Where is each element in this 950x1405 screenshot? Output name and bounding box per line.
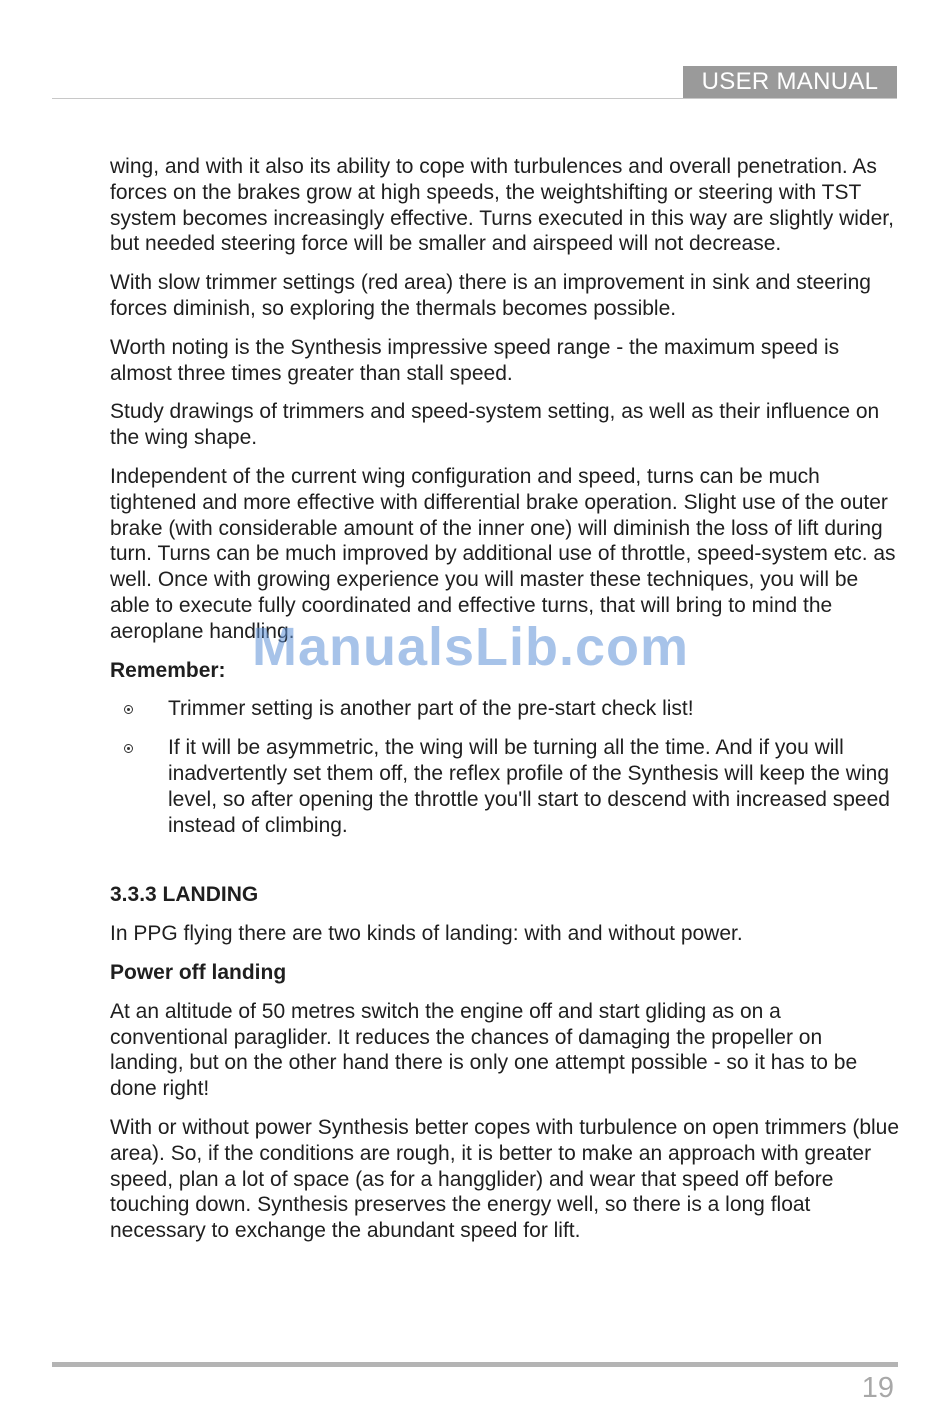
section-heading: 3.3.3 LANDING: [110, 883, 259, 907]
body-paragraph: Study drawings of trimmers and speed-system setting, as well as their influence on the wing shape.: [110, 400, 880, 450]
footer-divider: [52, 1362, 898, 1367]
watermark: ManualsLib.com: [252, 617, 690, 677]
body-paragraph: Worth noting is the Synthesis impressive speed range - the maximum speed is almost three times greater than stall speed.: [110, 335, 840, 385]
remember-list: [110, 696, 900, 838]
body-paragraph: Independent of the current wing configuration and speed, turns can be much tightened and more effective with differential brake operation. Slight use of the outer brake (with considerable amount of the inner one) will diminish the loss of lift during turn. Turns can be much improved by additional use of throttle, speed-system etc. as well. Once with growing experience you will master these techniques, you will be able to execute fully coordinated and effective turns, that will bring to mind the aeroplane handling.: [110, 464, 896, 643]
bullet-icon: [124, 744, 133, 753]
bullet-icon: [124, 705, 133, 714]
body-paragraph: With or without power Synthesis better copes with turbulence on open trimmers (blue area). So, if the conditions are rough, it is better to make an approach with greater speed, plan a lot of space (as for a hangglider) and wear that speed off before touching down. Synthesis preserves the energy well, so there is a long float necessary to exchange the abundant speed for lift.: [110, 1115, 900, 1243]
page-content: [110, 154, 900, 1257]
list-item: [110, 735, 900, 838]
subsection-heading: Power off landing: [110, 960, 287, 984]
page-number: 19: [861, 1372, 894, 1404]
list-item-text: If it will be asymmetric, the wing will be turning all the time. And if you will inadvertently set them off, the reflex profile of the Synthesis will keep the wing level, so after opening the throttle you'll start to descend with increased speed instead of climbing.: [168, 736, 890, 837]
body-paragraph: With slow trimmer settings (red area) there is an improvement in sink and steering forces diminish, so exploring the thermals becomes possible.: [110, 271, 871, 320]
header-title: USER MANUAL: [683, 66, 897, 98]
body-paragraph: At an altitude of 50 metres switch the engine off and start gliding as on a conventional paraglider. It reduces the chances of damaging the propeller on landing, but on the other hand there is only one attempt possible - so it has to be done right!: [110, 999, 858, 1101]
list-item-text: Trimmer setting is another part of the pre-start check list!: [168, 697, 694, 721]
list-item: [110, 696, 900, 722]
remember-label: Remember:: [110, 658, 226, 682]
header-divider: [52, 98, 897, 99]
body-paragraph: In PPG flying there are two kinds of landing: with and without power.: [110, 922, 743, 946]
body-paragraph: wing, and with it also its ability to cope with turbulences and overall penetration. As forces on the brakes grow at high speeds, the weightshifting or steering with TST system becomes increasingly effective. Turns executed in this way are slightly wider, but needed steering force will be smaller and airspeed will not decrease.: [110, 155, 894, 256]
